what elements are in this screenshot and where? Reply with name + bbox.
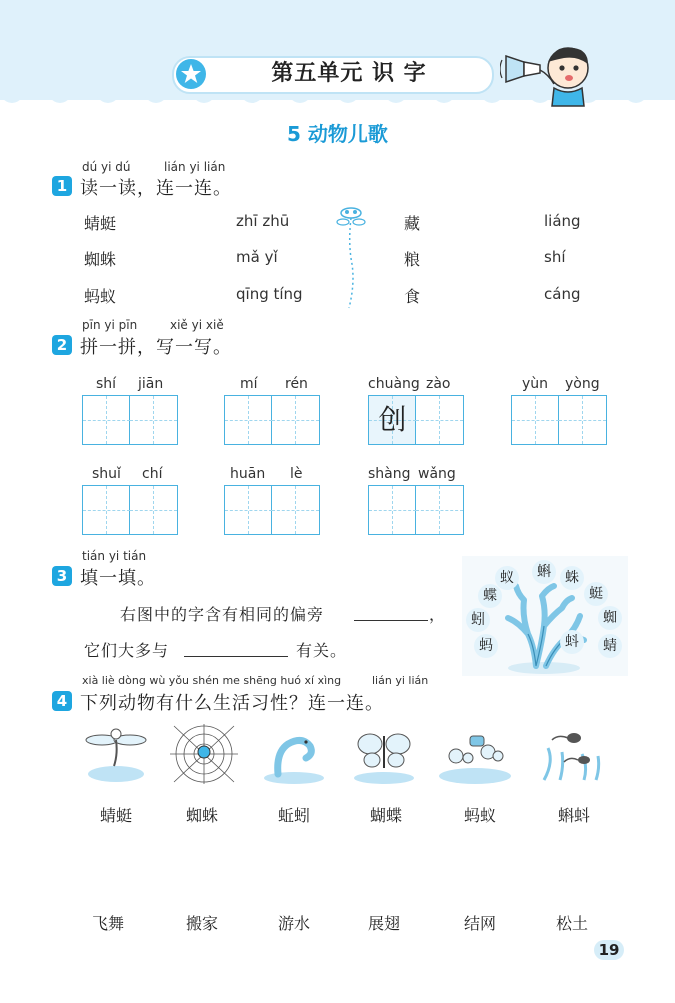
q3-sentence-2b: 有关。 bbox=[296, 641, 348, 660]
q2-pinyin: lè bbox=[290, 466, 303, 482]
lesson-title: 5 动物儿歌 bbox=[287, 122, 388, 146]
grid-char bbox=[416, 486, 463, 534]
butterfly-icon bbox=[348, 722, 420, 786]
q4-pinyin: xià liè dòng wù yǒu shén me shēng huó xí xìng bbox=[82, 674, 342, 687]
q2-pinyin: shí bbox=[96, 376, 117, 392]
grid-char bbox=[272, 486, 319, 534]
earthworm-icon bbox=[258, 722, 330, 786]
q3-number: 3 bbox=[52, 566, 72, 586]
dragonfly-divider-icon bbox=[336, 204, 366, 314]
q2-pinyin-a: pīn yi pīn bbox=[82, 318, 138, 332]
q2-pinyin: chuàng bbox=[368, 376, 420, 392]
q1-left-word: 蜻蜓 bbox=[84, 214, 117, 233]
q4-animal: 蜻蜓 bbox=[100, 806, 133, 825]
q2-pinyin: jiān bbox=[138, 376, 164, 392]
grid-char bbox=[130, 486, 177, 534]
q2-pinyin: yòng bbox=[565, 376, 600, 392]
leaf-char: 蚪 bbox=[560, 630, 584, 654]
q4-habit: 游水 bbox=[278, 914, 311, 933]
q3-sentence-2a: 它们大多与 bbox=[84, 641, 170, 660]
grid-char-example: 创 bbox=[378, 403, 407, 436]
tadpole-icon bbox=[534, 722, 606, 786]
q4-habit: 结网 bbox=[464, 914, 497, 933]
star-icon bbox=[176, 59, 206, 89]
q3-pinyin: tián yi tián bbox=[82, 549, 147, 563]
q2-pinyin: mí bbox=[240, 376, 258, 392]
leaf-char: 蜘 bbox=[598, 606, 622, 630]
leaf-char: 蜓 bbox=[584, 582, 608, 606]
q4-pinyin-b: lián yi lián bbox=[372, 674, 429, 687]
q1-left-pinyin: mǎ yǐ bbox=[236, 248, 278, 266]
q4-habit: 飞舞 bbox=[92, 914, 125, 933]
q4-habit: 松土 bbox=[556, 914, 589, 933]
leaf-char: 蚂 bbox=[474, 634, 498, 658]
grid-char bbox=[272, 396, 319, 444]
ant-icon bbox=[434, 722, 516, 786]
q3-sentence-1: 右图中的字含有相同的偏旁 bbox=[120, 605, 325, 624]
q1-instruction: 读一读，连一连。 bbox=[80, 178, 232, 199]
q1-right-pinyin: liáng bbox=[544, 212, 581, 230]
q3-instruction: 填一填。 bbox=[80, 568, 156, 589]
megaphone-kid-icon bbox=[500, 40, 600, 108]
q4-animal: 蚯蚓 bbox=[278, 806, 311, 825]
leaf-char: 蝌 bbox=[532, 560, 556, 584]
unit-title: 第五单元 识 字 bbox=[271, 61, 427, 86]
grid-char bbox=[83, 486, 130, 534]
writing-grid[interactable] bbox=[511, 395, 607, 445]
q1-right-pinyin: shí bbox=[544, 248, 566, 266]
q3-blank-1[interactable] bbox=[354, 620, 428, 621]
leaf-char: 蝶 bbox=[478, 584, 502, 608]
q2-number: 2 bbox=[52, 335, 72, 355]
q1-left-word: 蚂蚁 bbox=[84, 287, 117, 306]
grid-char bbox=[83, 396, 130, 444]
grid-char bbox=[559, 396, 606, 444]
q4-animal: 蝌蚪 bbox=[558, 806, 591, 825]
writing-grid[interactable] bbox=[82, 485, 178, 535]
q1-left-pinyin: qīng tíng bbox=[236, 285, 303, 303]
grid-char bbox=[512, 396, 559, 444]
q1-right-char: 粮 bbox=[404, 250, 421, 269]
q1-pinyin-b: lián yi lián bbox=[164, 160, 226, 174]
q3-blank-2[interactable] bbox=[184, 656, 288, 657]
q2-pinyin: shàng bbox=[368, 466, 411, 482]
q4-instruction: 下列动物有什么生活习性？连一连。 bbox=[80, 693, 384, 714]
leaf-char: 蜻 bbox=[598, 634, 622, 658]
q4-habit: 展翅 bbox=[368, 914, 401, 933]
q2-pinyin: yùn bbox=[522, 376, 549, 392]
q2-pinyin: rén bbox=[285, 376, 308, 392]
leaf-char: 蚁 bbox=[495, 566, 519, 590]
writing-grid[interactable] bbox=[224, 395, 320, 445]
grid-char bbox=[369, 486, 416, 534]
q2-pinyin: chí bbox=[142, 466, 163, 482]
writing-grid[interactable] bbox=[368, 395, 464, 445]
grid-char bbox=[130, 396, 177, 444]
spider-web-icon bbox=[168, 722, 240, 786]
q1-left-word: 蜘蛛 bbox=[84, 250, 117, 269]
writing-grid[interactable] bbox=[368, 485, 464, 535]
q3-comma: ， bbox=[429, 605, 447, 624]
q4-habit: 搬家 bbox=[186, 914, 219, 933]
grid-char bbox=[416, 396, 463, 444]
page-number: 19 bbox=[594, 940, 624, 960]
q1-number: 1 bbox=[52, 176, 72, 196]
writing-grid[interactable] bbox=[82, 395, 178, 445]
q4-animal: 蚂蚁 bbox=[464, 806, 497, 825]
q1-right-pinyin: cáng bbox=[544, 285, 581, 303]
q2-pinyin-b: xiě yi xiě bbox=[170, 318, 224, 332]
leaf-char: 蚓 bbox=[466, 608, 490, 632]
q2-pinyin: wǎng bbox=[418, 466, 456, 482]
q4-number: 4 bbox=[52, 691, 72, 711]
q2-pinyin: huān bbox=[230, 466, 266, 482]
q4-animal: 蝴蝶 bbox=[370, 806, 403, 825]
q2-pinyin: shuǐ bbox=[92, 466, 121, 482]
grid-char bbox=[225, 486, 272, 534]
q2-instruction: 拼一拼，写一写。 bbox=[80, 337, 232, 358]
q1-right-char: 藏 bbox=[404, 214, 421, 233]
writing-grid[interactable] bbox=[224, 485, 320, 535]
q1-left-pinyin: zhī zhū bbox=[236, 212, 290, 230]
q1-right-char: 食 bbox=[404, 287, 421, 306]
q1-pinyin-a: dú yi dú bbox=[82, 160, 131, 174]
dragonfly-icon bbox=[80, 722, 152, 786]
leaf-char: 蛛 bbox=[560, 566, 584, 590]
q4-animal: 蜘蛛 bbox=[186, 806, 219, 825]
grid-char bbox=[225, 396, 272, 444]
q2-pinyin: zào bbox=[426, 376, 451, 392]
